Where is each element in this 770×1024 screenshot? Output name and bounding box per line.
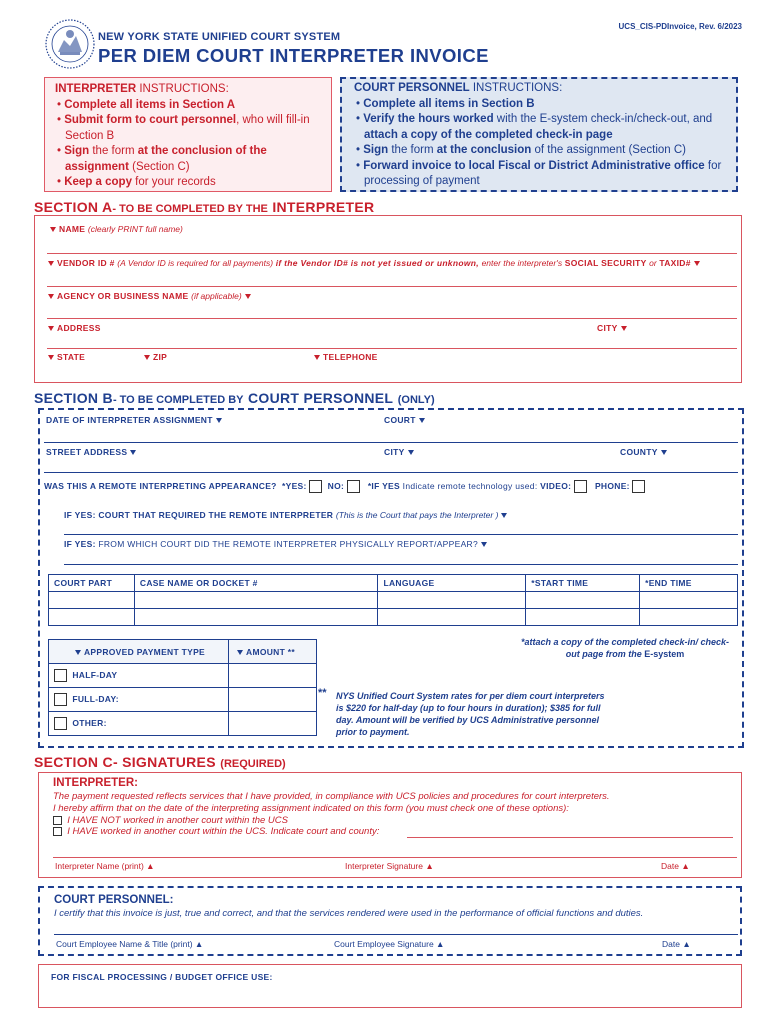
payment-table <box>48 639 317 736</box>
interpreter-signature-label: Interpreter Signature ▲ <box>345 861 434 871</box>
table-row[interactable] <box>49 609 738 626</box>
triangle-down-icon <box>48 294 54 299</box>
divider <box>47 253 737 254</box>
option-have-worked: I HAVE worked in another court within the UCS. Indicate court and county: <box>53 826 379 838</box>
city-field-b[interactable]: CITY <box>384 447 417 457</box>
list-item: • Sign the form at the conclusion of the assignment (Section C) <box>356 144 686 156</box>
triangle-down-icon <box>48 326 54 331</box>
interpreter-signature-box <box>38 772 742 878</box>
divider <box>44 472 738 473</box>
list-item: • Complete all items in Section B <box>356 97 535 110</box>
table-row[interactable] <box>49 592 738 609</box>
signature-line <box>53 857 737 858</box>
not-worked-checkbox[interactable] <box>53 816 62 825</box>
interpreter-statement: The payment requested reflects services that I have provided, in compliance with UCS policies and procedures for court interpreters. <box>53 791 610 802</box>
remote-no-checkbox[interactable] <box>347 480 360 493</box>
triangle-down-icon <box>48 355 54 360</box>
triangle-down-icon <box>408 450 414 455</box>
section-a-box <box>34 215 742 383</box>
divider <box>47 348 737 349</box>
county-field[interactable]: COUNTY <box>620 447 670 457</box>
list-item: • Verify the hours worked with the E-system check-in/check-out, and attach a copy of the completed check-in page <box>356 113 713 141</box>
other-amount[interactable] <box>229 712 317 736</box>
triangle-down-icon <box>621 326 627 331</box>
court-personnel-signature-box <box>38 886 742 956</box>
list-item: • Submit form to court personnel, who will fill-in Section B <box>57 114 310 142</box>
rates-stars: ** <box>318 687 327 699</box>
list-item: • Sign the form at the conclusion of the assignment (Section C) <box>57 145 267 173</box>
table-row: FULL-DAY: <box>49 688 317 712</box>
triangle-down-icon <box>694 261 700 266</box>
divider <box>47 286 737 287</box>
full-day-checkbox[interactable] <box>54 693 67 706</box>
triangle-down-icon <box>48 261 54 266</box>
city-field[interactable]: CITY <box>597 323 630 333</box>
court-field[interactable]: COURT <box>384 415 428 425</box>
organization-name: NEW YORK STATE UNIFIED COURT SYSTEM <box>98 31 341 43</box>
interpreter-affirmation: I hereby affirm that on the date of the interpreting assignment indicated on this form (you must check one of these options): <box>53 803 569 814</box>
court-employee-name-label: Court Employee Name & Title (print) ▲ <box>56 939 204 949</box>
signature-line <box>54 934 738 935</box>
table-header-row: COURT PART CASE NAME OR DOCKET # LANGUAGE *START TIME *END TIME <box>49 575 738 592</box>
form-number: UCS_CIS-PDInvoice, Rev. 6/2023 <box>618 22 742 31</box>
assignment-table <box>48 574 738 626</box>
full-day-amount[interactable] <box>229 688 317 712</box>
half-day-checkbox[interactable] <box>54 669 67 682</box>
interpreter-name-label: Interpreter Name (print) ▲ <box>55 861 155 871</box>
interpreter-date-label: Date ▲ <box>661 861 690 871</box>
court-personnel-instructions-box <box>340 77 738 192</box>
section-b-box <box>38 408 744 748</box>
list-item: • Keep a copy for your records <box>57 176 216 188</box>
triangle-down-icon <box>661 450 667 455</box>
attach-note: *attach a copy of the completed check-in/ check-out page from the E-system <box>520 637 730 659</box>
table-row: OTHER: <box>49 712 317 736</box>
triangle-down-icon <box>501 513 507 518</box>
divider <box>64 534 738 535</box>
address-field[interactable]: ADDRESS <box>45 323 101 333</box>
section-b-heading: SECTION B- TO BE COMPLETED BY COURT PERSONNEL (ONLY) <box>34 390 435 406</box>
triangle-down-icon <box>419 418 425 423</box>
table-header-row: APPROVED PAYMENT TYPE AMOUNT ** <box>49 640 317 664</box>
court-certification: I certify that this invoice is just, true and correct, and that the services rendered were used in the performance of official functions and duties. <box>54 908 644 919</box>
name-field[interactable]: NAME (clearly PRINT full name) <box>47 224 183 234</box>
phone-checkbox[interactable] <box>632 480 645 493</box>
triangle-down-icon <box>245 294 251 299</box>
court-personnel-heading: COURT PERSONNEL: <box>54 894 174 906</box>
section-a-heading: SECTION A- TO BE COMPLETED BY THE INTERPRETER <box>34 199 375 215</box>
state-field[interactable]: STATE <box>45 352 85 362</box>
street-address-field[interactable]: STREET ADDRESS <box>46 447 139 457</box>
interpreter-heading: INTERPRETER: <box>53 777 138 789</box>
triangle-down-icon <box>130 450 136 455</box>
remote-court-field[interactable]: IF YES: COURT THAT REQUIRED THE REMOTE INTERPRETER (This is the Court that pays the Interpreter ) <box>64 510 510 520</box>
triangle-down-icon <box>481 542 487 547</box>
rates-note: NYS Unified Court System rates for per diem court interpreters is $220 for half-day (up to four hours in duration); $385 for full day. Amount will be verified by UCS Administrative personnel prior to payment. <box>336 691 605 737</box>
triangle-down-icon <box>237 650 243 655</box>
triangle-down-icon <box>50 227 56 232</box>
assignment-date-field[interactable]: DATE OF INTERPRETER ASSIGNMENT <box>46 415 225 425</box>
triangle-down-icon <box>144 355 150 360</box>
remote-yes-checkbox[interactable] <box>309 480 322 493</box>
page-title: PER DIEM COURT INTERPRETER INVOICE <box>98 45 489 66</box>
triangle-down-icon <box>314 355 320 360</box>
divider <box>47 318 737 319</box>
option-not-worked: I HAVE NOT worked in another court within the UCS <box>53 815 288 827</box>
remote-report-court-field[interactable]: IF YES: FROM WHICH COURT DID THE REMOTE INTERPRETER PHYSICALLY REPORT/APPEAR? <box>64 539 490 549</box>
list-item: • Complete all items in Section A <box>57 98 236 111</box>
divider <box>64 564 738 565</box>
table-row: HALF-DAY <box>49 664 317 688</box>
fiscal-label: FOR FISCAL PROCESSING / BUDGET OFFICE USE: <box>51 972 273 982</box>
triangle-down-icon <box>216 418 222 423</box>
interpreter-instructions-box <box>44 77 332 192</box>
list-item: • Forward invoice to local Fiscal or District Administrative office for processing of payment <box>356 159 722 187</box>
divider <box>44 442 738 443</box>
triangle-down-icon <box>75 650 81 655</box>
have-worked-checkbox[interactable] <box>53 827 62 836</box>
other-checkbox[interactable] <box>54 717 67 730</box>
interpreter-instructions-heading: INTERPRETER INSTRUCTIONS: <box>55 83 229 95</box>
video-checkbox[interactable] <box>574 480 587 493</box>
telephone-field[interactable]: TELEPHONE <box>311 352 378 362</box>
vendor-id-field[interactable]: VENDOR ID # (A Vendor ID is required for all payments) if the Vendor ID# is not yet issued or unknown, enter the interpreter's SOCIAL SECURITY or TAXID# <box>45 258 703 268</box>
court-employee-signature-label: Court Employee Signature ▲ <box>334 939 445 949</box>
ny-state-seal-icon <box>44 18 96 70</box>
court-date-label: Date ▲ <box>662 939 691 949</box>
court-instructions-heading: COURT PERSONNEL INSTRUCTIONS: <box>354 82 563 94</box>
section-c-heading: SECTION C- SIGNATURES (REQUIRED) <box>34 754 286 770</box>
fiscal-processing-box[interactable] <box>38 964 742 1008</box>
court-county-line[interactable] <box>407 837 733 838</box>
agency-name-field[interactable]: AGENCY OR BUSINESS NAME (if applicable) <box>45 291 254 301</box>
half-day-amount[interactable] <box>229 664 317 688</box>
remote-appearance-row: WAS THIS A REMOTE INTERPRETING APPEARANCE? *YES: NO: *IF YES Indicate remote technology used: VIDEO: PHONE: <box>44 480 645 493</box>
zip-field[interactable]: ZIP <box>141 352 167 362</box>
